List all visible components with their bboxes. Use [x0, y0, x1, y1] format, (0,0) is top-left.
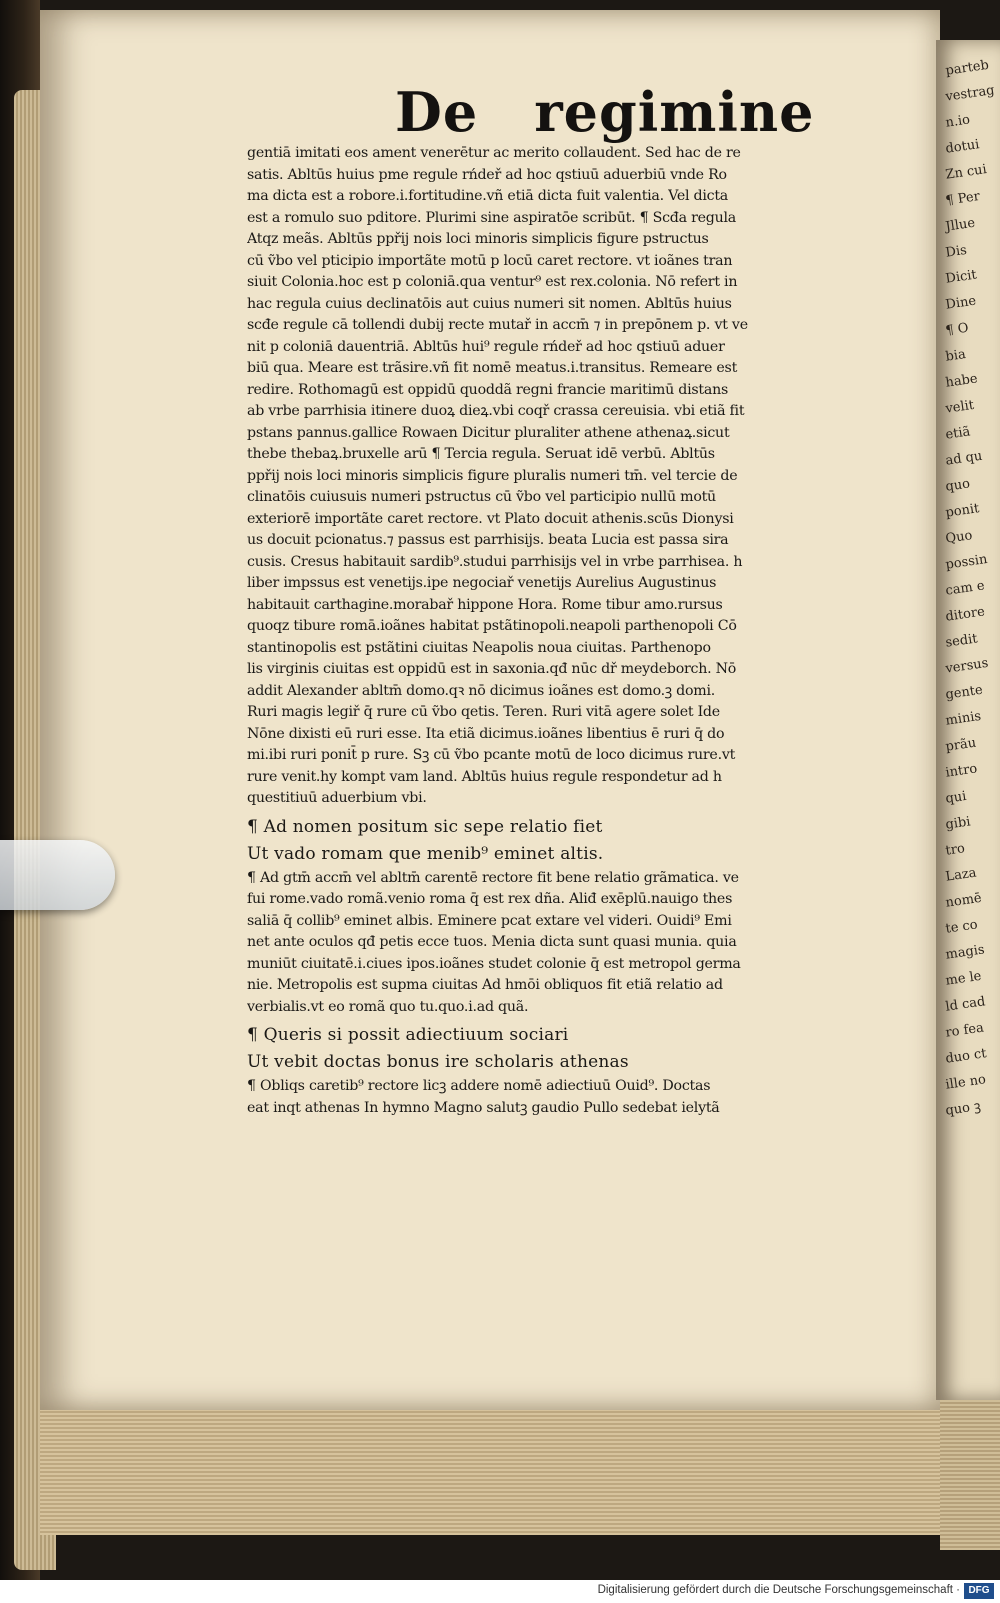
facing-page-line: parteb — [944, 57, 990, 79]
text-line: redire. Rothomagū est oppidū quoddã regni francie maritimū distans — [247, 381, 729, 398]
text-line: cusis. Cresus habitauit sardib⁹.studui parrhisijs vel in vrbe parrhisea. h — [247, 553, 743, 570]
facing-page-line: minis — [944, 708, 983, 729]
text-line: siuit Colonia.hoc est p coloniā.qua ventur⁹ est rex.colonia. Nō refert in — [247, 274, 738, 290]
text-line: Ruri magis legiř q̄ rure cū ṽbo qetis. Teren. Ruri vitā agere solet Ide — [247, 704, 720, 720]
text-line: addit Alexander abltm̄ domo.qꝛ nō dicimus ioãnes est domo.ꝫ domi. — [247, 682, 716, 699]
verse-line: Ut vebit doctas bonus ire scholaris athenas — [247, 1052, 629, 1072]
facing-page-line: me le — [944, 968, 983, 989]
verse-line: ¶ Queris si possit adiectiuum sociari — [247, 1025, 569, 1045]
text-line: stantinopolis est pstãtini ciuitas Neapolis noua ciuitas. Parthenopo — [247, 639, 711, 656]
text-line: scđe regule cā tollendi dubij recte mutař in accm̄ ⁊ in prepōnem p. vt ve — [247, 317, 748, 333]
dfg-logo: DFG — [964, 1583, 994, 1599]
facing-page-line: dotui — [944, 137, 981, 157]
facing-page-line: Quo — [944, 528, 974, 547]
text-line: exteriorē importãte caret rectore. vt Plato docuit athenis.scūs Dionysi — [247, 510, 734, 527]
heading-word-regimine: regimine — [534, 80, 815, 144]
facing-page-line: duo ct — [944, 1046, 988, 1067]
text-line: clinatōis cuiusuis numeri pstructus cū ṽbo vel participio nullū motū — [247, 489, 716, 505]
facing-page-line: ro fea — [944, 1020, 985, 1041]
text-line: nie. Metropolis est supma ciuitas Ad hmōi obliquos fit etiã relatio ad — [247, 977, 723, 993]
facing-page-line: Zn cui — [944, 162, 988, 183]
text-line: Atqz meãs. Abltūs ppřij nois loci minoris simplicis figure pstructus — [247, 231, 709, 247]
text-block — [247, 143, 847, 1119]
facing-page-line: intro — [944, 761, 979, 781]
text-line: ab vrbe parrhisia itinere duoꝝ dieꝝ.vbi coqř crassa cereuisia. vbi etiã fit — [247, 403, 745, 419]
text-line: net ante oculos qđ petis ecce tuos. Menia dicta sunt quasi munia. quia — [247, 934, 737, 950]
facing-page-line: Dine — [944, 293, 978, 313]
facing-page-line: habe — [944, 371, 979, 391]
facing-page-line: nomē — [944, 890, 983, 911]
text-line: gentiā imitati eos ament venerētur ac merito collaudent. Sed hac de re — [247, 145, 741, 161]
text-line: saliā q̄ collib⁹ eminet albis. Eminere pcat extare vel videri. Ouidi⁹ Emi — [247, 912, 732, 929]
facing-page-line: ¶ O — [944, 320, 970, 339]
text-line: hac regula cuius declinatōis aut cuius numeri sit nomen. Abltūs huius — [247, 295, 732, 312]
text-line: ma dicta est a robore.i.fortitudine.vñ etiā dicta fuit valentia. Vel dicta — [247, 188, 729, 204]
text-line: pstans pannus.gallice Rowaen Dicitur pluraliter athene athenaꝝ.sicut — [247, 424, 730, 441]
text-line: habitauit carthagine.morabař hippone Hora. Rome tibur amo.rursus — [247, 596, 723, 613]
text-line: fui rome.vado romã.venio roma q̄ est rex dña. Aliđ exēplū.nauigo thes — [247, 891, 733, 907]
facing-page-line: quo — [944, 476, 971, 495]
facing-page-line: Jllue — [944, 215, 977, 235]
facing-page-line: ld cad — [944, 994, 987, 1015]
text-line: verbialis.vt eo romã quo tu.quo.i.ad quã. — [247, 998, 529, 1015]
page-edges-bottom — [40, 1405, 940, 1535]
text-line: satis. Abltūs huius pme regule rńdeř ad hoc qstiuū aduerbiū vnde Ro — [247, 166, 727, 183]
facing-page-line: ille no — [944, 1072, 987, 1093]
text-line: rure venit.hy kompt vam land. Abltūs huius regule respondetur ad h — [247, 768, 722, 785]
text-line: us docuit pcionatus.⁊ passus est parrhisijs. beata Lucia est passa sira — [247, 532, 729, 548]
facing-page-line: Laza — [944, 865, 978, 885]
facing-page-line: vestrag — [944, 82, 996, 105]
text-line: thebe thebaꝝ.bruxelle arū ¶ Tercia regula. Seruat idē verbū. Abltūs — [247, 446, 715, 462]
text-line: lis virginis ciuitas est oppidū est in saxonia.qđ nūc dř meydeborch. Nō — [247, 661, 737, 677]
facing-page-line: Dicit — [944, 267, 978, 287]
text-line: eat inqt athenas In hymno Magno salutꝫ gaudio Pullo sedebat ielytã — [247, 1099, 720, 1116]
facing-page-line: tro — [944, 841, 966, 859]
text-line: est a romulo suo pditore. Plurimi sine aspiratōe scribūt. ¶ Scđa regula — [247, 209, 737, 226]
facing-page-line: ¶ Per — [944, 189, 981, 209]
text-line: Nōne dixisti eū ruri esse. Ita etiã dicimus.ioãnes libentius ē ruri q̄ do — [247, 725, 725, 742]
facing-page-line: gibi — [944, 814, 972, 833]
facing-page-line: n.io — [944, 112, 971, 131]
facing-page-line: qui — [944, 788, 968, 807]
facing-page-fragment — [936, 40, 1000, 1400]
text-line: biū qua. Meare est trãsire.vñ fit nomē meatus.i.transitus. Remeare est — [247, 360, 738, 376]
verse-line: Ut vado romam que menib⁹ eminet altis. — [247, 843, 604, 864]
facing-page-line: Dis — [944, 242, 968, 261]
page-heading — [395, 80, 815, 144]
facing-page-line: possin — [944, 551, 989, 573]
facing-page-line: magis — [944, 942, 986, 963]
heading-word-de: De — [395, 80, 479, 144]
text-line: questitiuū aduerbium vbi. — [247, 790, 427, 806]
facing-page-line: quo ꝫ — [944, 1098, 982, 1119]
text-line: liber impssus est venetijs.ipe negociař venetijs Aurelius Augustinus — [247, 575, 717, 591]
facing-page-line: ditore — [944, 604, 986, 625]
text-line: mi.ibi ruri ponit̄ p rure. Sꝫ cū ṽbo pcante motū de loco dicimus rure.vt — [247, 747, 736, 763]
text-line: ¶ Ad gtm̄ accm̄ vel abltm̄ carentē rectore fit bene relatio grãmatica. ve — [247, 869, 739, 886]
page-clip — [0, 840, 115, 910]
text-line: nit p coloniā dauentriā. Abltūs hui⁹ regule rńdeř ad hoc qstiuū aduer — [247, 338, 725, 355]
text-line: ppřij nois loci minoris simplicis figure pluralis numeri tm̄. vel tercie de — [247, 467, 738, 484]
text-line: muniūt ciuitatē.i.ciues ipos.ioãnes studet colonie q̄ est metropol germa — [247, 955, 741, 972]
facing-page-line: cam e — [944, 578, 986, 599]
text-line: cū ṽbo vel pticipio importãte motū p locū caret rectore. vt ioãnes tran — [247, 252, 733, 269]
text-line: ¶ Obliqs caretib⁹ rectore licꝫ addere nomē adiectiuū Ouid⁹. Doctas — [247, 1078, 711, 1094]
facing-page-line: ponit — [944, 501, 981, 521]
facing-page-line: sedit — [944, 631, 979, 651]
verse-line: ¶ Ad nomen positum sic sepe relatio fiet — [247, 816, 603, 837]
facing-page-line: bia — [944, 347, 967, 365]
facing-page-line: gente — [944, 682, 984, 703]
facing-page-line: versus — [944, 655, 990, 677]
facing-page-line: ad qu — [944, 448, 984, 469]
footer-bar — [0, 1580, 1000, 1603]
facing-page-line: prãu — [944, 735, 978, 755]
footer-credit: Digitalisierung gefördert durch die Deutsche Forschungsgemeinschaft · — [597, 1584, 960, 1596]
facing-page-line: velit — [944, 397, 976, 417]
facing-page-line: te co — [944, 917, 979, 937]
facing-page-line: etiã — [944, 424, 972, 443]
text-line: quoqz tibure romā.ioãnes habitat pstãtinopoli.neapoli parthenopoli Cō — [247, 618, 737, 634]
